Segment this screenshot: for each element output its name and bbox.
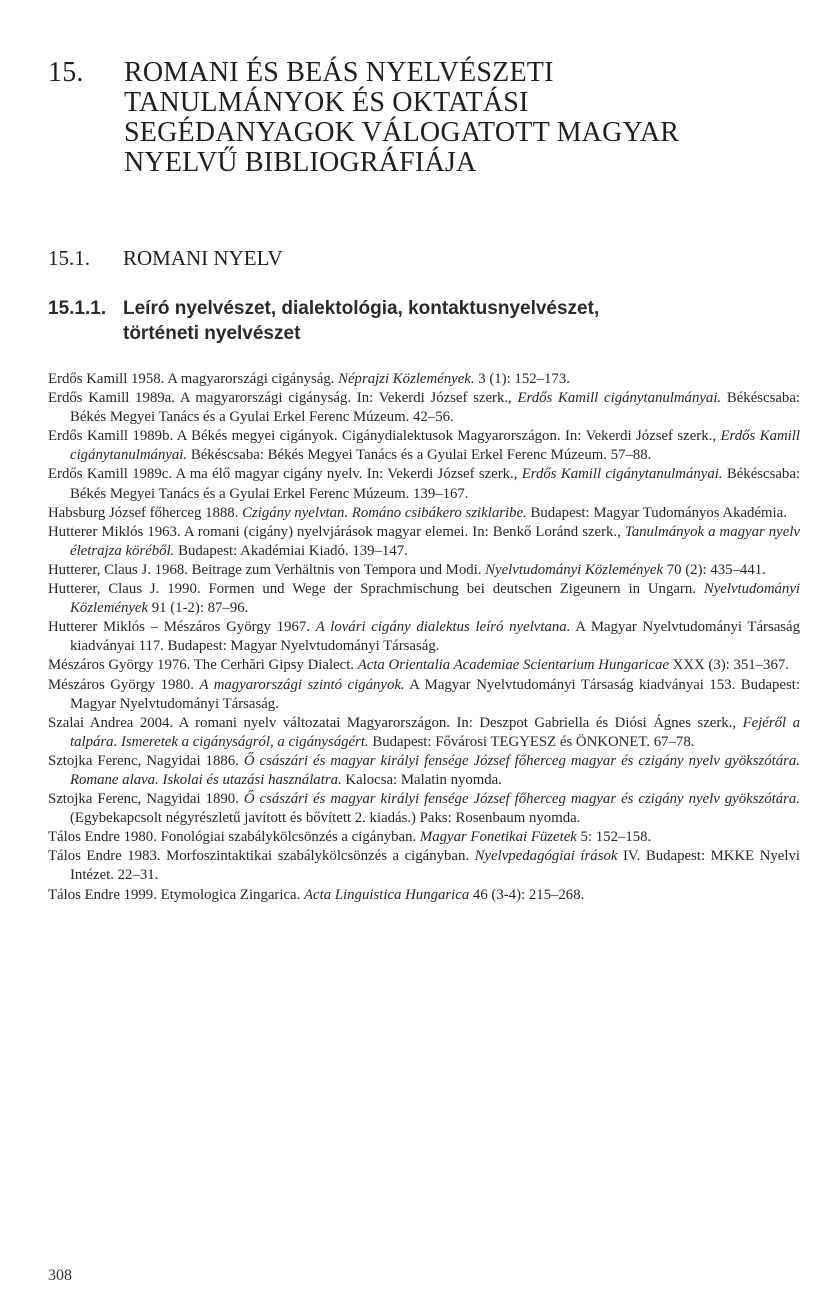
subsection-title-line: Leíró nyelvészet, dialektológia, kontaktusnyelvészet,: [123, 298, 600, 319]
bibliography-entry: [48, 676, 800, 714]
entry-text: Békéscsaba: Békés Megyei Tanács és a Gyulai Erkel Ferenc Múzeum. 57–88.: [187, 447, 652, 464]
entry-title: Ő császári és magyar királyi fensége József főherceg magyar és czigány nyelv gyökszótára. Romane alava. Iskolai és utazási használatra.: [70, 752, 800, 788]
bibliography-entry: [48, 886, 800, 905]
bibliography-entry: [48, 656, 800, 675]
entry-title: A lovári cigány dialektus leíró nyelvtana.: [315, 619, 571, 636]
entry-text: Mészáros György 1980.: [48, 676, 200, 693]
entry-text: Hutterer Miklós – Mészáros György 1967.: [48, 619, 316, 636]
entry-text: IV. Budapest: MKKE Nyelvi Intézet. 22–31.: [70, 848, 800, 884]
entry-text: Tálos Endre 1980. Fonológiai szabálykölcsönzés a cigányban.: [48, 829, 420, 846]
entry-title: Czigány nyelvtan. Románo csibákero sziklaribe.: [242, 504, 527, 521]
entry-text: Budapest: Fővárosi TEGYESZ és ÖNKONET. 67–78.: [368, 733, 695, 750]
entry-text: Békéscsaba: Békés Megyei Tanács és a Gyulai Erkel Ferenc Múzeum. 139–167.: [70, 466, 800, 502]
entry-text: 5: 152–158.: [576, 829, 652, 846]
entry-title: Néprajzi Közlemények.: [338, 371, 475, 387]
entry-text: Habsburg József főherceg 1888.: [48, 504, 243, 521]
entry-text: A Magyar Nyelvtudományi Társaság kiadványai 153. Budapest: Magyar Nyelvtudományi Társaság.: [70, 676, 800, 712]
entry-text: Hutterer, Claus J. 1990. Formen und Wege der Sprachmischung bei deutschen Zigeunern in Ungarn.: [48, 581, 704, 598]
entry-title: Magyar Fonetikai Füzetek: [419, 829, 577, 846]
entry-text: Szalai Andrea 2004. A romani nyelv változatai Magyarországon. In: Deszpot Gabriella és Diósi Ágnes szerk.,: [48, 714, 743, 731]
entry-text: Sztojka Ferenc, Nagyidai 1890.: [48, 791, 244, 808]
entry-text: Erdős Kamill 1989b. A Békés megyei cigányok. Cigánydialektusok Magyarországon. In: Vekerdi József szerk.,: [48, 428, 721, 445]
entry-text: Tálos Endre 1999. Etymologica Zingarica.: [48, 886, 304, 903]
entry-title: A magyarországi szintó cigányok.: [199, 676, 405, 693]
bibliography-entry: [48, 828, 800, 847]
bibliography-entry: [48, 504, 800, 523]
entry-text: Erdős Kamill 1989c. A ma élő magyar cigány nyelv. In: Vekerdi József szerk.,: [48, 466, 522, 483]
entry-text: Tálos Endre 1983. Morfoszintaktikai szabálykölcsönzés a cigányban.: [48, 848, 475, 865]
entry-text: Kalocsa: Malatin nyomda.: [341, 771, 502, 788]
chapter-title: [124, 58, 788, 178]
page-number: 308: [48, 1267, 72, 1284]
bibliography-entry: [48, 561, 800, 580]
bibliography-entry: [48, 389, 800, 427]
chapter-number: 15.: [48, 57, 84, 88]
section-heading: [48, 246, 283, 270]
entry-text: Békéscsaba: Békés Megyei Tanács és a Gyulai Erkel Ferenc Múzeum. 42–56.: [70, 390, 800, 426]
entry-title: Nyelvtudományi Közlemények: [70, 581, 800, 617]
entry-text: Sztojka Ferenc, Nagyidai 1886.: [48, 752, 244, 769]
entry-text: Budapest: Magyar Tudományos Akadémia.: [526, 504, 787, 521]
entry-text: Budapest: Akadémiai Kiadó. 139–147.: [174, 542, 408, 559]
entry-title: Acta Orientalia Academiae Scientarium Hungaricae: [357, 657, 669, 674]
entry-text: 91 (1-2): 87–96.: [148, 600, 249, 617]
chapter-title-line: ROMANI ÉS BEÁS NYELVÉSZETI: [124, 57, 554, 88]
entry-text: Hutterer, Claus J. 1968. Beitrage zum Verhältnis von Tempora und Modi.: [48, 561, 486, 578]
entry-text: Hutterer Miklós 1963. A romani (cigány) nyelvjárások magyar elemei. In: Benkő Loránd szerk.,: [48, 523, 625, 540]
subsection-number: 15.1.1.: [48, 298, 107, 319]
subsection-title-line: történeti nyelvészet: [123, 323, 301, 344]
chapter-title-line: NYELVŰ BIBLIOGRÁFIÁJA: [124, 147, 477, 178]
bibliography-entry: [48, 790, 800, 828]
entry-title: Nyelvtudományi Közlemények: [485, 561, 664, 578]
entry-text: 3 (1): 152–173.: [474, 371, 570, 387]
bibliography-list: [48, 370, 800, 905]
subsection-heading: [48, 296, 788, 346]
bibliography-entry: [48, 523, 800, 561]
entry-text: Erdős Kamill 1958. A magyarországi cigányság.: [48, 371, 339, 387]
entry-title: Acta Linguistica Hungarica: [304, 886, 470, 903]
chapter-title-line: SEGÉDANYAGOK VÁLOGATOTT MAGYAR: [124, 117, 680, 148]
entry-text: XXX (3): 351–367.: [668, 657, 789, 674]
entry-title: Erdős Kamill cigánytanulmányai.: [70, 428, 800, 464]
section-number: 15.1.: [48, 246, 90, 270]
entry-title: Nyelvpedagógiai írások: [474, 848, 618, 865]
bibliography-entry: [48, 465, 800, 503]
entry-title: Ő császári és magyar királyi fensége József főherceg magyar és czigány nyelv gyökszótára.: [243, 791, 800, 808]
entry-text: 46 (3-4): 215–268.: [469, 886, 585, 903]
bibliography-entry: [48, 580, 800, 618]
entry-text: Mészáros György 1976. The Cerhări Gipsy Dialect.: [48, 657, 358, 674]
entry-title: Tanulmányok a magyar nyelv életrajza köréből.: [70, 523, 800, 559]
entry-text: A Magyar Nyelvtudományi Társaság kiadványai 117. Budapest: Magyar Nyelvtudományi Társaság.: [70, 619, 800, 655]
entry-text: Erdős Kamill 1989a. A magyarországi cigányság. In: Vekerdi József szerk.,: [48, 390, 518, 407]
bibliography-entry: [48, 714, 800, 752]
section-title: ROMANI NYELV: [123, 246, 283, 270]
bibliography-entry: [48, 752, 800, 790]
subsection-title: [123, 296, 788, 346]
bibliography-entry: [48, 618, 800, 656]
bibliography-entry: [48, 847, 800, 885]
entry-title: Fejéről a talpára. Ismeretek a cigányságról, a cigányságért.: [70, 714, 801, 750]
entry-text: (Egybekapcsolt négyrészletű javított és bővített 2. kiadás.) Paks: Rosenbaum nyomda.: [70, 810, 581, 827]
entry-text: 70 (2): 435–441.: [663, 561, 766, 578]
bibliography-entry: [48, 370, 800, 389]
entry-title: Erdős Kamill cigánytanulmányai.: [517, 390, 722, 407]
chapter-title-line: TANULMÁNYOK ÉS OKTATÁSI: [124, 87, 529, 118]
bibliography-entry: [48, 427, 800, 465]
chapter-heading: [48, 58, 788, 178]
entry-title: Erdős Kamill cigánytanulmányai.: [521, 466, 723, 483]
